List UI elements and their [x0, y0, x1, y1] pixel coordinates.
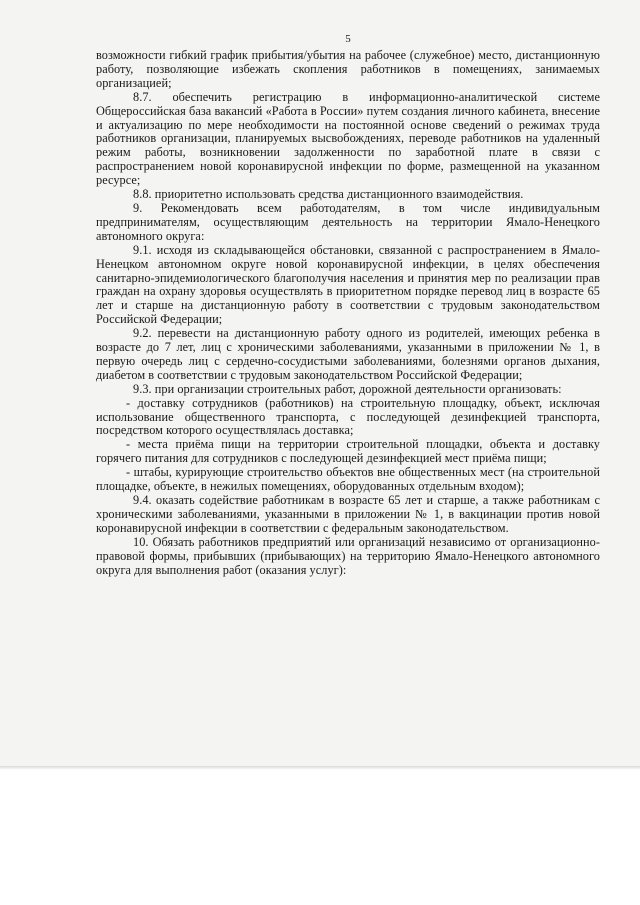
- paragraph-8-8: 8.8. приоритетно использовать средства дистанционного взаимодействия.: [133, 187, 524, 202]
- page-number: 5: [345, 33, 351, 45]
- paragraph-9-2: 9.2. перевести на дистанционную работу одного из родителей, имеющих ребенка в возрасте до 7 лет, лиц с хроническими заболеваниями, указанными в приложении № 1, в первую очередь лиц с сердечно-сосудистыми заболеваниями, болезнями органов дыхания, диабетом в соответствии с трудовым законодательством Российской Федерации;: [96, 326, 600, 382]
- paragraph-9-1: 9.1. исходя из складывающейся обстановки, связанной с распространением в Ямало-Ненецком автономном округе новой коронавирусной инфекции, в целях обеспечения санитарно-эпидемиологического благополучия населения и принятия мер по реализации прав граждан на охрану здоровья осуществлять в приоритетном порядке перевод лиц в возрасте 65 лет и старше на дистанционную работу в соответствии с трудовым законодательством Российской Федерации;: [96, 242, 600, 327]
- paragraph-9-4: 9.4. оказать содействие работникам в возрасте 65 лет и старше, а также работникам с хроническими заболеваниями, указанными в приложении № 1, в вакцинации против новой коронавирусной инфекции в соответствии с федеральным законодательством.: [96, 493, 600, 535]
- list-item-meals: - места приёма пищи на территории строительной площадки, объекта и доставку горячего питания для сотрудников с последующей дезинфекцией мест приёма пищи;: [96, 437, 600, 466]
- list-item-delivery: - доставку сотрудников (работников) на строительную площадку, объект, исключая использование общественного транспорта, с последующей дезинфекцией транспорта, посредством которого осуществлялась доставка;: [96, 395, 600, 438]
- paragraph-10: 10. Обязать работников предприятий или организаций независимо от организационно-правовой формы, прибывших (прибывающих) на территорию Ямало-Ненецкого автономного округа для выполнения работ (оказания услуг):: [96, 534, 600, 577]
- document-text: [96, 49, 600, 577]
- document-body: [96, 33, 600, 577]
- paragraph-8-7: 8.7. обеспечить регистрацию в информационно-аналитической системе Общероссийская база вакансий «Работа в России» путем создания личного кабинета, внесение и актуализацию по мере необходимости на постоянной основе сведений о режимах труда работников организации, планируемых высвобождениях, переводе работников на удаленный режим работы, возникновении задолженности по заработной плате в связи с распространением новой коронавирусной инфекции по форме, размещенной на указанном ресурсе;: [96, 89, 600, 188]
- list-item-headquarters: - штабы, курирующие строительство объектов вне общественных мест (на строительной площадке, объекте, в нежилых помещениях, оборудованных отдельным входом);: [96, 465, 600, 494]
- page-bottom-edge: [0, 766, 640, 770]
- paragraph-9-3: 9.3. при организации строительных работ, дорожной деятельности организовать:: [133, 381, 562, 396]
- paragraph-continuation: возможности гибкий график прибытия/убытия на рабочее (служебное) место, дистанционную работу, позволяющие избежать скопления работников в помещениях, занимаемых организацией;: [96, 48, 600, 90]
- paragraph-9: 9. Рекомендовать всем работодателям, в том числе индивидуальным предпринимателям, осуществляющим деятельность на территории Ямало-Ненецкого автономного округа:: [96, 200, 600, 243]
